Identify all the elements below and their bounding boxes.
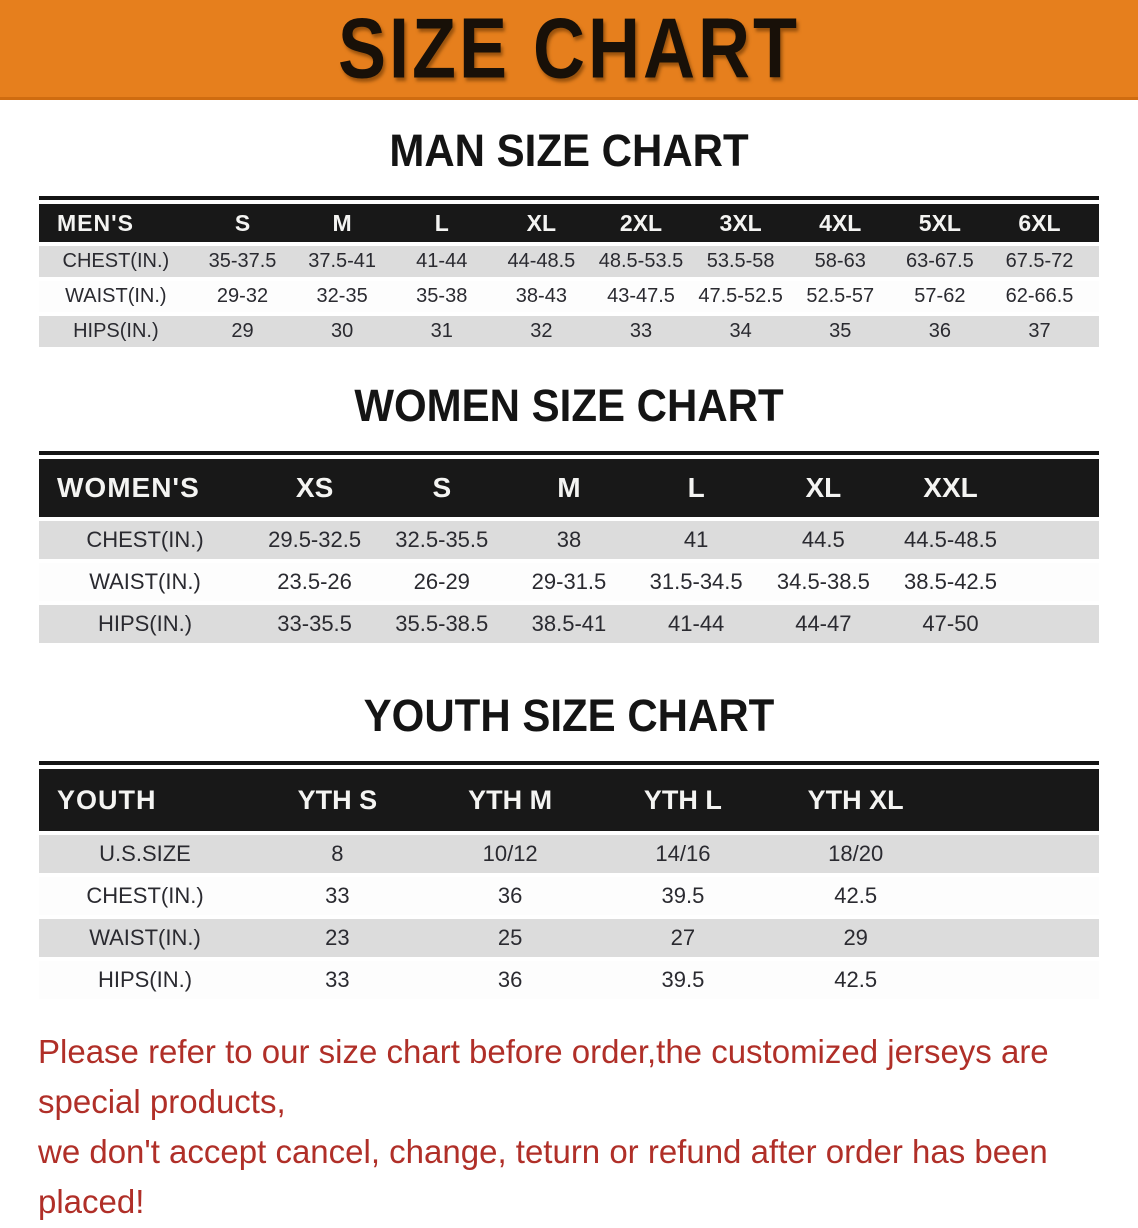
table-row bbox=[39, 316, 1099, 347]
value-cell: 36 bbox=[928, 320, 951, 342]
man-size-chart-heading: MAN SIZE CHART bbox=[389, 125, 749, 176]
header-cell: XXL bbox=[923, 472, 978, 503]
value-cell: 42.5 bbox=[834, 967, 878, 992]
value-cell: 35-37.5 bbox=[208, 250, 277, 272]
value-cell: 47.5-52.5 bbox=[698, 285, 783, 307]
row-label-cell: WAIST(IN.) bbox=[89, 569, 201, 594]
value-cell: 52.5-57 bbox=[806, 285, 875, 307]
row-label-cell: CHEST(IN.) bbox=[86, 527, 204, 552]
header-cell: S bbox=[432, 472, 452, 503]
value-cell: 58-63 bbox=[814, 250, 866, 272]
table-header-row bbox=[39, 459, 1099, 517]
row-filler-cell bbox=[942, 961, 1099, 999]
row-filler-cell bbox=[1089, 281, 1099, 312]
table-row bbox=[39, 835, 1099, 873]
value-cell: 29.5-32.5 bbox=[268, 527, 362, 552]
value-cell: 44-47 bbox=[795, 611, 852, 636]
value-cell: 44-48.5 bbox=[507, 250, 576, 272]
header-cell: M bbox=[332, 209, 352, 236]
value-cell: 31 bbox=[430, 320, 453, 342]
value-cell: 34 bbox=[729, 320, 752, 342]
row-label-cell: CHEST(IN.) bbox=[62, 250, 170, 272]
womens-size-table bbox=[39, 451, 1099, 643]
table-row bbox=[39, 877, 1099, 915]
value-cell: 26-29 bbox=[413, 569, 470, 594]
table-row bbox=[39, 961, 1099, 999]
value-cell: 67.5-72 bbox=[1005, 250, 1074, 272]
value-cell: 23.5-26 bbox=[277, 569, 352, 594]
header-filler-cell bbox=[1089, 204, 1099, 242]
table-row bbox=[39, 246, 1099, 277]
header-cell: 6XL bbox=[1018, 209, 1061, 236]
value-cell: 63-67.5 bbox=[905, 250, 974, 272]
row-filler-cell bbox=[942, 877, 1099, 915]
value-cell: 48.5-53.5 bbox=[598, 250, 684, 272]
row-label-cell: U.S.SIZE bbox=[99, 841, 191, 866]
value-cell: 10/12 bbox=[482, 841, 538, 866]
value-cell: 25 bbox=[497, 925, 523, 950]
row-label-cell: CHEST(IN.) bbox=[86, 883, 204, 908]
header-cell: YTH XL bbox=[807, 784, 904, 815]
table-row bbox=[39, 563, 1099, 601]
row-filler-cell bbox=[942, 835, 1099, 873]
disclaimer-line-1: Please refer to our size chart before order,the customized jerseys are special products, bbox=[38, 1033, 1049, 1121]
header-cell: L bbox=[434, 209, 449, 236]
youth-size-chart-heading: YOUTH SIZE CHART bbox=[363, 690, 775, 741]
value-cell: 33 bbox=[325, 883, 350, 908]
value-cell: 36 bbox=[497, 967, 523, 992]
row-filler-cell bbox=[1014, 563, 1099, 601]
value-cell: 35 bbox=[829, 320, 852, 342]
disclaimer-line-2: we don't accept cancel, change, teturn or refund after order has been placed! bbox=[38, 1133, 1048, 1221]
header-cell: M bbox=[557, 472, 581, 503]
header-cell: 4XL bbox=[819, 209, 862, 236]
row-label-cell: WAIST(IN.) bbox=[89, 925, 201, 950]
value-cell: 34.5-38.5 bbox=[776, 569, 870, 594]
value-cell: 43-47.5 bbox=[607, 285, 675, 307]
value-cell: 33 bbox=[325, 967, 350, 992]
value-cell: 32.5-35.5 bbox=[395, 527, 489, 552]
value-cell: 14/16 bbox=[655, 841, 711, 866]
value-cell: 47-50 bbox=[922, 611, 979, 636]
value-cell: 29 bbox=[843, 925, 868, 950]
header-cell: 3XL bbox=[719, 209, 762, 236]
value-cell: 18/20 bbox=[828, 841, 884, 866]
value-cell: 32-35 bbox=[316, 285, 368, 307]
value-cell: 38.5-41 bbox=[531, 611, 607, 636]
value-cell: 41-44 bbox=[416, 250, 468, 272]
value-cell: 30 bbox=[331, 320, 354, 342]
value-cell: 27 bbox=[670, 925, 696, 950]
header-cell: XS bbox=[295, 472, 334, 503]
value-cell: 33 bbox=[629, 320, 653, 342]
value-cell: 31.5-34.5 bbox=[649, 569, 743, 594]
size-chart-banner bbox=[0, 0, 1138, 100]
row-filler-cell bbox=[1089, 246, 1099, 277]
table-row bbox=[39, 281, 1099, 312]
header-cell: XL bbox=[805, 472, 842, 503]
value-cell: 29-32 bbox=[216, 285, 269, 307]
header-cell: YTH M bbox=[468, 784, 553, 815]
value-cell: 44.5 bbox=[801, 527, 845, 552]
value-cell: 38-43 bbox=[515, 285, 567, 307]
row-filler-cell bbox=[1089, 316, 1099, 347]
value-cell: 57-62 bbox=[914, 285, 966, 307]
women-size-chart-heading: WOMEN SIZE CHART bbox=[354, 380, 784, 431]
value-cell: 62-66.5 bbox=[1005, 285, 1074, 307]
row-label-cell: WAIST(IN.) bbox=[65, 285, 167, 307]
value-cell: 44.5-48.5 bbox=[904, 527, 998, 552]
table-header-row bbox=[39, 769, 1099, 831]
table-top-rule bbox=[39, 761, 1099, 765]
table-row bbox=[39, 919, 1099, 957]
value-cell: 36 bbox=[497, 883, 523, 908]
value-cell: 37.5-41 bbox=[308, 250, 377, 272]
table-row bbox=[39, 605, 1099, 643]
header-cell: XL bbox=[526, 209, 557, 236]
value-cell: 29-31.5 bbox=[531, 569, 607, 594]
value-cell: 38 bbox=[556, 527, 582, 552]
value-cell: 23 bbox=[325, 925, 350, 950]
value-cell: 39.5 bbox=[661, 967, 705, 992]
banner-title: SIZE CHART bbox=[338, 1, 800, 96]
value-cell: 41 bbox=[683, 527, 709, 552]
mens-size-table bbox=[39, 196, 1099, 347]
value-cell: 32 bbox=[530, 320, 553, 342]
header-cell: L bbox=[687, 472, 705, 503]
value-cell: 38.5-42.5 bbox=[904, 569, 998, 594]
header-cell: S bbox=[234, 209, 251, 236]
value-cell: 33-35.5 bbox=[277, 611, 352, 636]
value-cell: 39.5 bbox=[661, 883, 705, 908]
header-cell: 2XL bbox=[619, 209, 663, 236]
value-cell: 53.5-58 bbox=[706, 250, 775, 272]
table-header-row bbox=[39, 204, 1099, 242]
table-row bbox=[39, 521, 1099, 559]
table-top-rule bbox=[39, 451, 1099, 455]
value-cell: 35.5-38.5 bbox=[395, 611, 489, 636]
row-filler-cell bbox=[942, 919, 1099, 957]
value-cell: 8 bbox=[331, 841, 344, 866]
value-cell: 41-44 bbox=[668, 611, 725, 636]
header-cell: YTH S bbox=[297, 784, 378, 815]
row-label-cell: HIPS(IN.) bbox=[97, 611, 193, 636]
value-cell: 29 bbox=[231, 320, 254, 342]
header-cell: YTH L bbox=[643, 784, 722, 815]
row-filler-cell bbox=[1014, 521, 1099, 559]
disclaimer-text bbox=[38, 1027, 1110, 1228]
row-label-cell: HIPS(IN.) bbox=[73, 320, 159, 342]
table-top-rule bbox=[39, 196, 1099, 200]
value-cell: 35-38 bbox=[416, 285, 468, 307]
table-title-cell: MEN'S bbox=[57, 209, 134, 236]
row-label-cell: HIPS(IN.) bbox=[97, 967, 193, 992]
value-cell: 42.5 bbox=[834, 883, 878, 908]
table-title-cell: WOMEN'S bbox=[57, 472, 200, 503]
value-cell: 37 bbox=[1028, 320, 1051, 342]
table-title-cell: YOUTH bbox=[57, 784, 157, 815]
header-filler-cell bbox=[1014, 459, 1099, 517]
row-filler-cell bbox=[1014, 605, 1099, 643]
header-filler-cell bbox=[942, 769, 1099, 831]
header-cell: 5XL bbox=[918, 209, 961, 236]
youth-size-table bbox=[39, 761, 1099, 999]
